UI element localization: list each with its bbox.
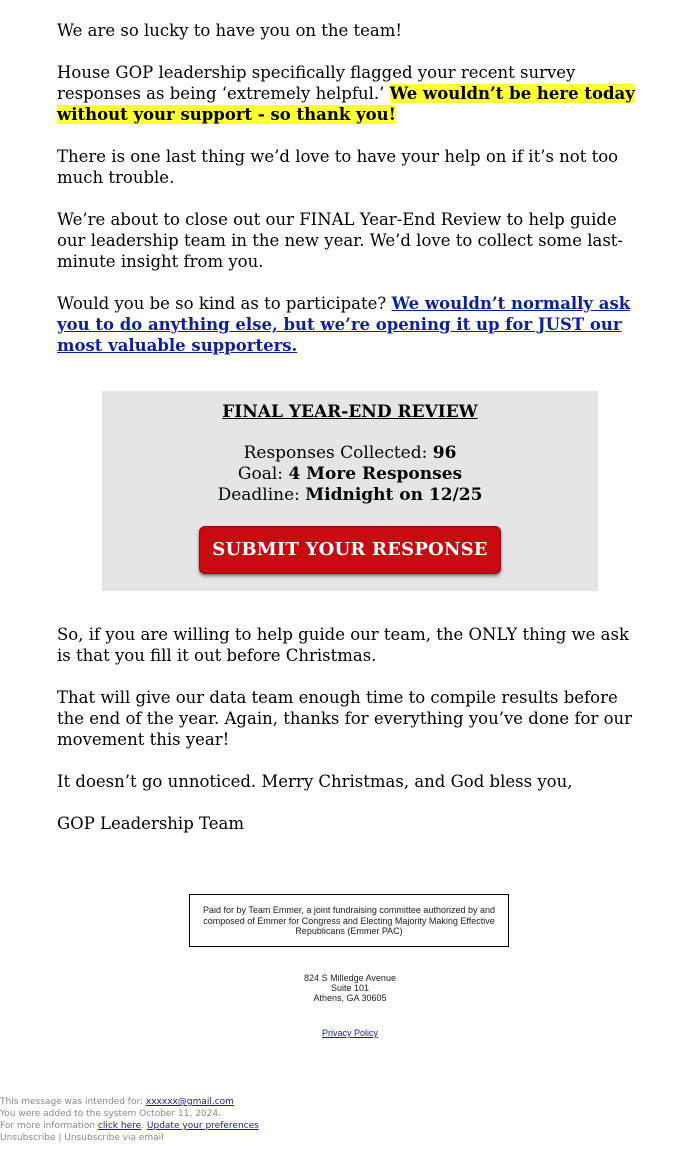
merry-christmas-paragraph: It doesn’t go unnoticed. Merry Christmas, and God bless you, — [57, 772, 573, 791]
thank-you-highlight: We wouldn’t be here today without your support - so thank you! — [57, 84, 635, 124]
review-box — [102, 391, 598, 591]
survey-flag-paragraph — [57, 62, 647, 125]
closing-section — [57, 624, 647, 855]
review-stats — [102, 443, 598, 506]
deadline-value: Midnight on 12/25 — [305, 485, 483, 505]
goal: Goal: 4 More Responses — [237, 464, 463, 484]
click-here-link[interactable]: click here — [97, 1121, 142, 1131]
mailing-address — [200, 973, 500, 1003]
data-team-paragraph: That will give our data team enough time to compile results before the end of the year. Again, thanks for everything you’ve done for our movement this year! — [57, 688, 633, 749]
goal-value: 4 More Responses — [288, 464, 463, 484]
responses-collected: Responses Collected: 96 — [243, 443, 457, 463]
address-line-3: Athens, GA 30605 — [313, 993, 387, 1003]
recipient-email-link[interactable]: xxxxxx@gmail.com — [145, 1097, 234, 1107]
christmas-paragraph: So, if you are willing to help guide our team, the ONLY thing we ask is that you fill it out before Christmas. — [57, 625, 629, 665]
review-intro-paragraph: We’re about to close out our FINAL Year-End Review to help guide our leadership team in the new year. We’d love to collect some last-minute insight from you. — [57, 210, 623, 271]
address-line-2: Suite 101 — [330, 983, 370, 993]
update-preferences-link[interactable]: Update your preferences — [146, 1121, 259, 1131]
submit-response-button[interactable]: SUBMIT YOUR RESPONSE — [199, 526, 501, 574]
privacy-policy-link[interactable]: Privacy Policy — [321, 1028, 378, 1038]
unsubscribe-link[interactable]: Unsubscribe — [0, 1133, 56, 1143]
privacy-section — [200, 1028, 500, 1038]
email-footer — [0, 1096, 400, 1144]
review-title: FINAL YEAR-END REVIEW — [222, 402, 478, 422]
greeting-paragraph: We are so lucky to have you on the team! — [57, 21, 403, 40]
intended-for-line: This message was intended for: xxxxxx@gmail.com — [0, 1097, 234, 1107]
responses-value: 96 — [432, 443, 457, 463]
unsubscribe-email-link[interactable]: Unsubscribe via email — [64, 1133, 164, 1143]
paid-for-disclaimer: Paid for by Team Emmer, a joint fundraising committee authorized by and composed of Emmer for Congress and Electing Majority Making Effective Republicans (Emmer PAC) — [189, 894, 509, 947]
valuable-supporters-link[interactable]: We wouldn’t normally ask you to do anything else, but we’re opening it up for JUST our most valuable supporters. — [57, 294, 631, 355]
signature: GOP Leadership Team — [57, 814, 244, 833]
unsubscribe-line: Unsubscribe | Unsubscribe via email — [0, 1133, 164, 1143]
last-thing-paragraph: There is one last thing we’d love to have your help on if it’s not too much trouble. — [57, 147, 619, 187]
participate-paragraph — [57, 293, 647, 356]
survey-flag-text: House GOP leadership specifically flagged your recent survey responses as being ‘extremely helpful.’ — [57, 63, 576, 103]
more-info-line: For more information click here. Update your preferences — [0, 1121, 259, 1131]
address-line-1: 824 S Milledge Avenue — [304, 973, 396, 983]
added-date-line: You were added to the system October 11, 2024. — [0, 1109, 221, 1119]
deadline: Deadline: Midnight on 12/25 — [217, 485, 483, 505]
email-body — [57, 20, 647, 377]
participate-text: Would you be so kind as to participate? — [57, 294, 392, 313]
